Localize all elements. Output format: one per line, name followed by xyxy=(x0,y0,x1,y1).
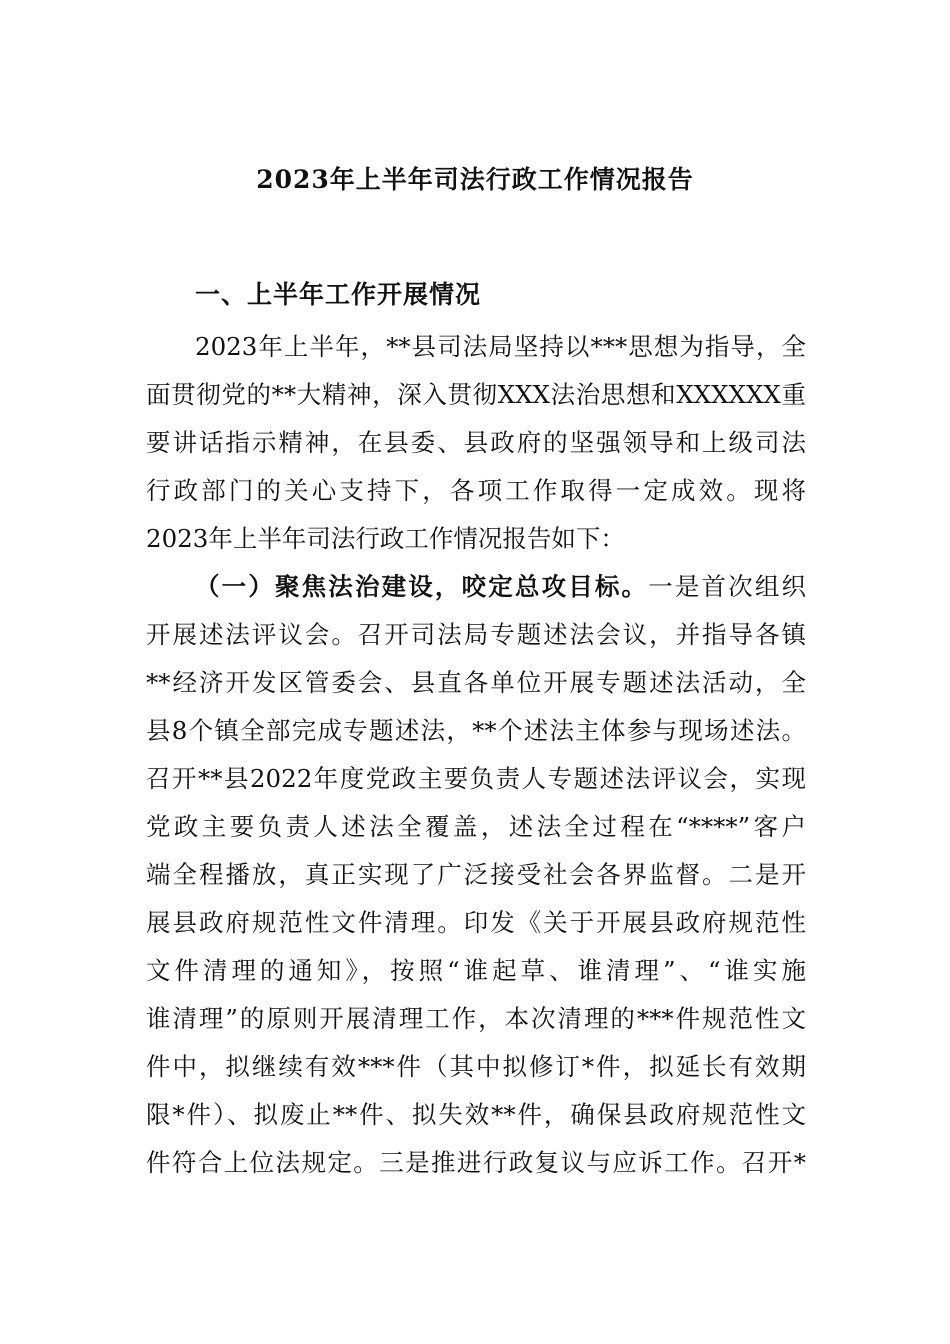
subsection-paragraph-line xyxy=(195,567,806,607)
paragraph-line: 行政部门的关心支持下，各项工作取得一定成效。现将 xyxy=(146,476,806,505)
document-title: 2023年上半年司法行政工作情况报告 xyxy=(256,165,694,194)
paragraph-line: 县8个镇全部完成专题述法，**个述法主体参与现场述法。 xyxy=(146,716,806,745)
paragraph-line: 文件清理的通知》，按照“谁起草、谁清理”、“谁实施 xyxy=(146,956,806,985)
paragraph-line: 召开**县2022年度党政主要负责人专题述法评议会，实现 xyxy=(146,764,806,793)
paragraph-line: 端全程播放，真正实现了广泛接受社会各界监督。二是开 xyxy=(146,860,806,889)
paragraph-text: 一是首次组织 xyxy=(648,572,806,601)
paragraph-line: 开展述法评议会。召开司法局专题述法会议，并指导各镇 xyxy=(146,620,806,649)
paragraph-line: 党政主要负责人述法全覆盖，述法全过程在“****”客户 xyxy=(146,812,806,841)
paragraph-line: 展县政府规范性文件清理。印发《关于开展县政府规范性 xyxy=(146,908,806,937)
paragraph-line: 谁清理”的原则开展清理工作，本次清理的***件规范性文 xyxy=(146,1004,806,1033)
paragraph-line: 2023年上半年司法行政工作情况报告如下： xyxy=(146,524,625,553)
paragraph-line: 件中，拟继续有效***件（其中拟修订*件，拟延长有效期 xyxy=(146,1052,806,1081)
subsection-lead: （一）聚焦法治建设，咬定总攻目标。 xyxy=(195,572,649,601)
paragraph-line: 要讲话指示精神，在县委、县政府的坚强领导和上级司法 xyxy=(146,428,806,457)
paragraph-line: 2023年上半年，**县司法局坚持以***思想为指导，全 xyxy=(195,332,806,361)
paragraph-line: 件符合上位法规定。三是推进行政复议与应诉工作。召开* xyxy=(146,1148,806,1177)
paragraph-line: 面贯彻党的**大精神，深入贯彻XXX法治思想和XXXXXX重 xyxy=(146,380,806,409)
paragraph-line: 限*件）、拟废止**件、拟失效**件，确保县政府规范性文 xyxy=(146,1100,806,1129)
section-heading: 一、上半年工作开展情况 xyxy=(195,280,482,309)
paragraph-line: **经济开发区管委会、县直各单位开展专题述法活动，全 xyxy=(146,668,806,697)
